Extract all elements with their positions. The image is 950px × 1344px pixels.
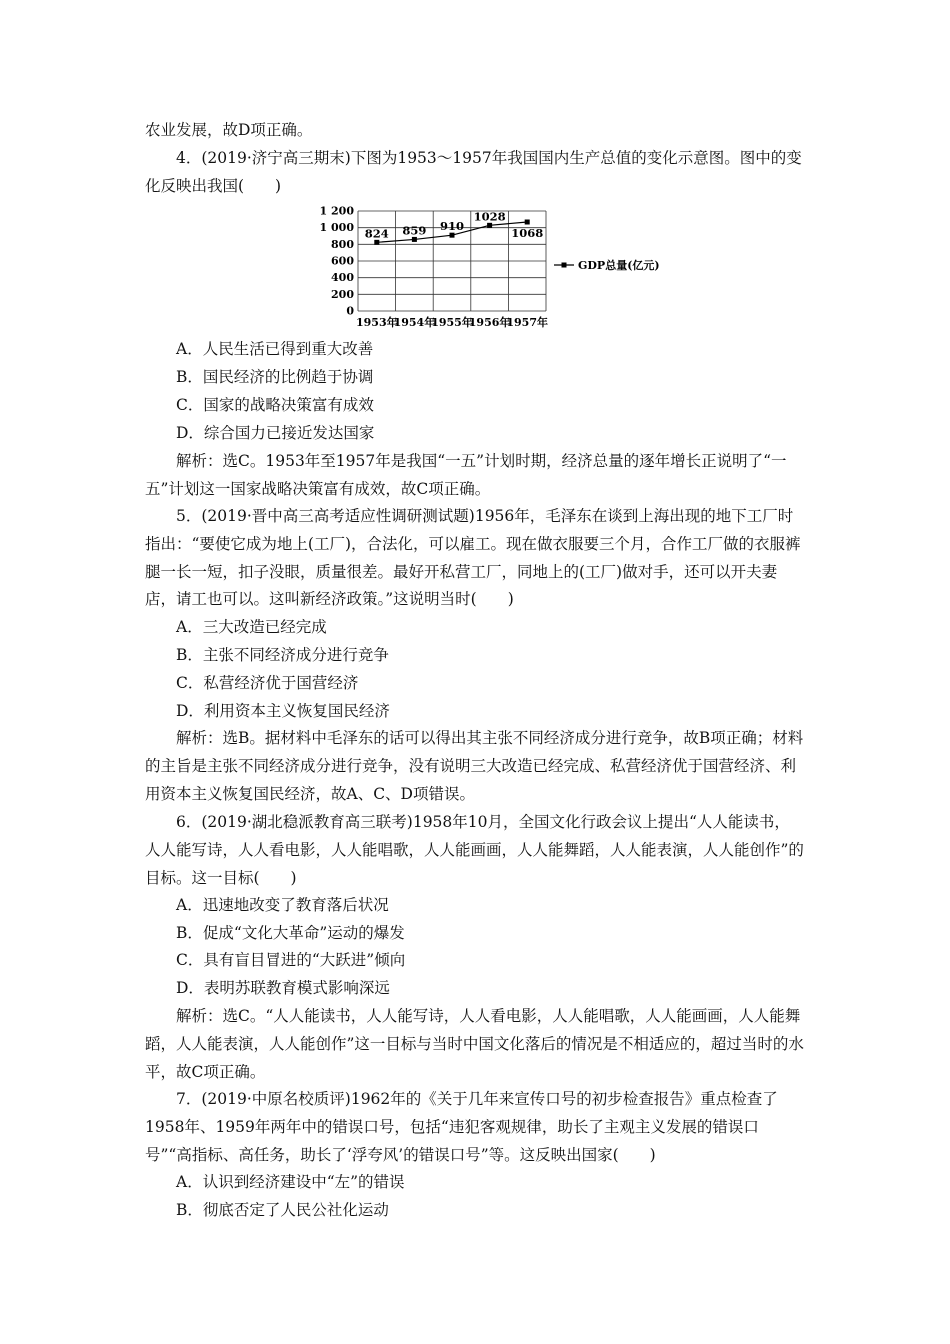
x-tick-label: 1955年 [431, 316, 473, 329]
question-7-stem: 7．(2019·中原名校质评)1962年的《关于几年来宣传口号的初步检查报告》重点检查了1958年、1959年两年中的错误口号，包括“违犯客观规律，助长了主观主义发展的错误口号”“高指标、高任务，助长了‘浮夸风’的错误口号”等。这反映出国家( ) [145, 1090, 778, 1164]
y-tick-label: 1 000 [319, 221, 354, 235]
x-tick-label: 1953年 [355, 316, 398, 329]
question-5-option-c: C．私营经济优于国营经济 [176, 674, 359, 692]
question-6-option-d: D．表明苏联教育模式影响深远 [176, 979, 390, 997]
x-tick-label: 1957年 [506, 316, 549, 329]
chart-series [365, 209, 543, 245]
question-4-option-a: A．人民生活已得到重大改善 [176, 340, 374, 358]
y-axis-ticks [320, 205, 355, 318]
chart-legend [554, 258, 660, 272]
question-4-option-c: C．国家的战略决策富有成效 [176, 396, 374, 414]
data-label: 910 [439, 219, 465, 234]
data-point-marker [450, 233, 455, 238]
question-6-option-c: C．具有盲目冒进的“大跃进”倾向 [176, 951, 406, 969]
data-point-marker [525, 220, 530, 225]
question-4-option-b: B．国民经济的比例趋于协调 [176, 368, 374, 386]
y-tick-label: 200 [331, 287, 354, 301]
question-6-solution: 解析：选C。“人人能读书，人人能写诗，人人看电影，人人能唱歌，人人能画画，人人能舞蹈，人人能表演，人人能创作”这一目标与当时中国文化落后的情况是不相适应的，超过当时的水平，故C项正确。 [145, 1007, 804, 1081]
question-4-option-d: D．综合国力已接近发达国家 [176, 424, 375, 442]
question-6-option-b: B．促成“文化大革命”运动的爆发 [176, 924, 405, 942]
data-point-marker [487, 223, 492, 228]
question-4-stem: 4．(2019·济宁高三期末)下图为1953～1957年我国国内生产总值的变化示意图。图中的变化反映出我国( ) [145, 149, 802, 195]
data-label: 824 [364, 226, 389, 241]
x-tick-label: 1956年 [468, 316, 511, 329]
data-label: 1028 [473, 209, 506, 224]
y-tick-label: 800 [331, 237, 354, 251]
question-4-solution: 解析：选C。1953年至1957年是我国“一五”计划时期，经济总量的逐年增长正说明了“一五”计划这一国家战略决策富有成效，故C项正确。 [145, 452, 787, 498]
y-tick-label: 400 [331, 271, 354, 285]
question-7-option-b: B．彻底否定了人民公社化运动 [176, 1201, 389, 1219]
paragraph-continuation: 农业发展，故D项正确。 [145, 121, 313, 139]
y-tick-label: 600 [331, 254, 354, 268]
y-tick-label: 1 200 [319, 204, 354, 218]
question-5-solution: 解析：选B。据材料中毛泽东的话可以得出其主张不同经济成分进行竞争，故B项正确；材料的主旨是主张不同经济成分进行竞争，没有说明三大改造已经完成、私营经济优于国营经济、利用资本主义恢复国民经济，故A、C、D项错误。 [145, 729, 804, 803]
legend-marker [562, 263, 567, 268]
question-5-stem: 5．(2019·晋中高三高考适应性调研测试题)1956年，毛泽东在谈到上海出现的地下工厂时指出：“要使它成为地上(工厂)，合法化，可以雇工。现在做衣服要三个月，合作工厂做的衣服裤腿一长一短，扣子没眼，质量很差。最好开私营工厂，同地上的(工厂)做对手，还可以开夫妻店，请工也可以。这叫新经济政策。”这说明当时( ) [145, 507, 801, 609]
x-axis-ticks [356, 315, 548, 329]
question-5-option-b: B．主张不同经济成分进行竞争 [176, 646, 389, 664]
data-point-marker [412, 237, 417, 242]
x-tick-label: 1954年 [393, 316, 436, 329]
question-5-option-d: D．利用资本主义恢复国民经济 [176, 702, 390, 720]
question-6-stem: 6．(2019·湖北稳派教育高三联考)1958年10月，全国文化行政会议上提出“人人能读书，人人能写诗，人人看电影，人人能唱歌，人人能画画，人人能舞蹈，人人能表演，人人能创作”的目标。这一目标( ) [145, 813, 804, 887]
legend-label: GDP总量(亿元) [578, 259, 660, 272]
question-5-option-a: A．三大改造已经完成 [176, 618, 327, 636]
data-label: 859 [402, 223, 427, 238]
data-point-marker [374, 240, 379, 245]
data-label: 1068 [511, 226, 544, 240]
y-tick-label: 0 [346, 304, 354, 318]
question-6-option-a: A．迅速地改变了教育落后状况 [176, 896, 389, 914]
gdp-line-chart [318, 199, 678, 337]
question-7-option-a: A．认识到经济建设中“左”的错误 [176, 1173, 405, 1191]
